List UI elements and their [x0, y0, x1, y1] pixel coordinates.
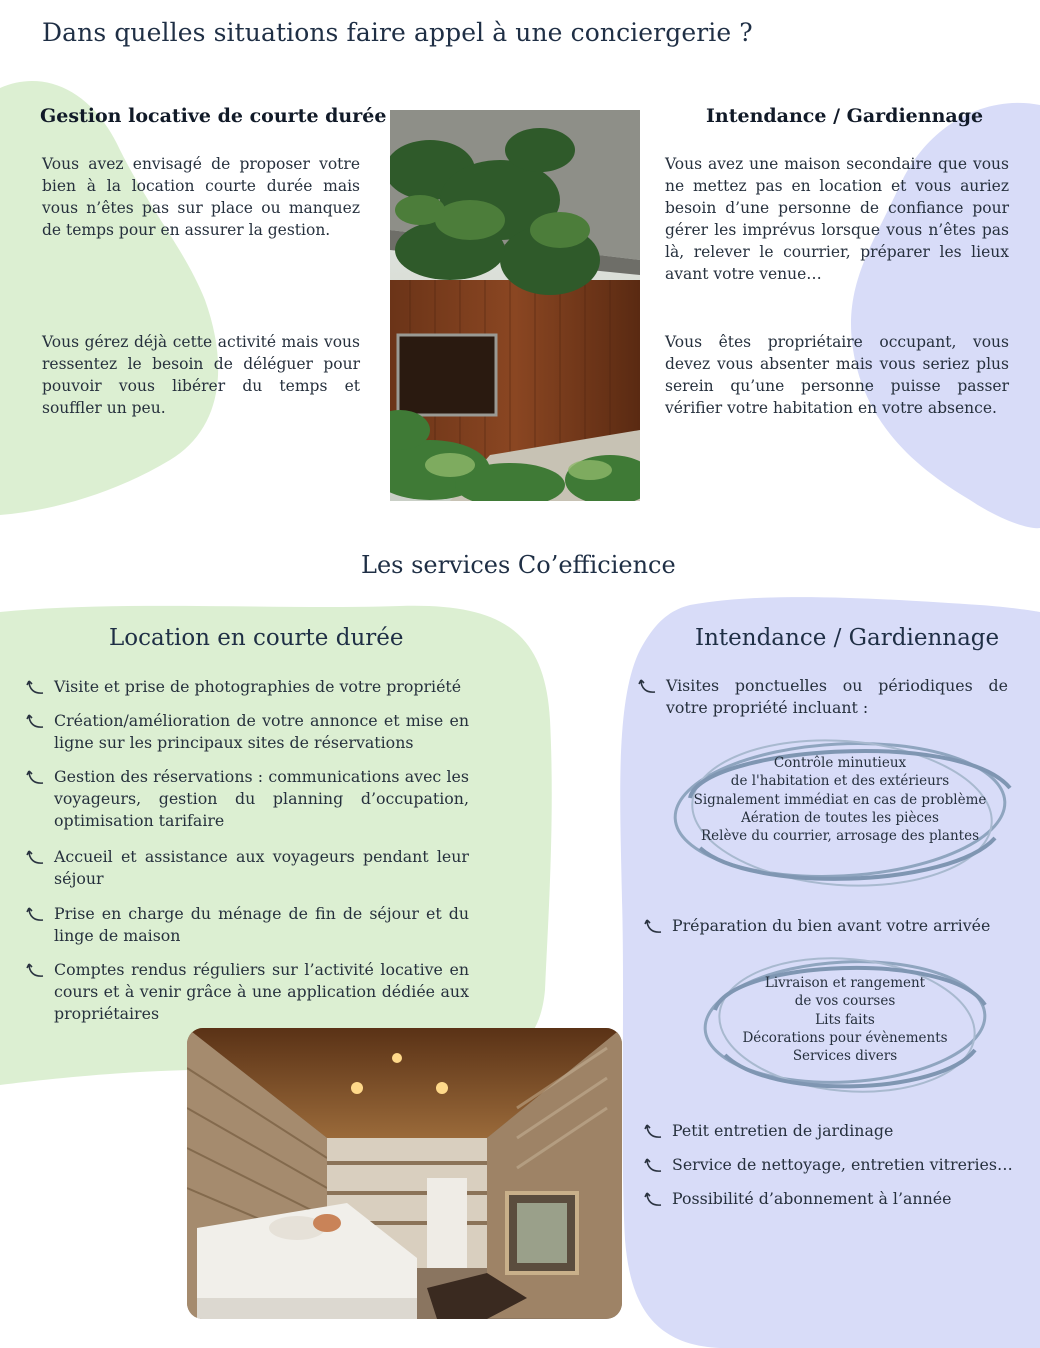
curved-arrow-icon [644, 916, 664, 936]
short-term-item: Accueil et assistance aux voyageurs pendant leur séjour [26, 846, 469, 890]
preparation-detail: Livraison et rangement [764, 975, 926, 991]
visit-detail: Relève du courrier, arrosage des plantes [700, 828, 980, 845]
caretaking-preparation-list [644, 915, 1014, 937]
visit-detail: Aération de toutes les pièces [741, 809, 939, 826]
situation-left-paragraph-2: Vous gérez déjà cette activité mais vous ressentez le besoin de déléguer pour pouvoir vous libérer du temps et souffler un peu. [42, 333, 360, 417]
page-title: Dans quelles situations faire appel à une conciergerie ? [42, 18, 753, 47]
visit-detail: Contrôle minutieux [773, 755, 907, 771]
situation-left-title: Gestion locative de courte durée [40, 105, 387, 127]
short-term-item: Création/amélioration de votre annonce et mise en ligne sur les principaux sites de réservations [26, 710, 469, 754]
caretaking-item: Possibilité d’abonnement à l’année [644, 1188, 1024, 1210]
curved-arrow-icon [26, 904, 46, 924]
curved-arrow-icon [26, 711, 46, 731]
short-term-title: Location en courte durée [109, 625, 404, 651]
situation-right-paragraph-1: Vous avez une maison secondaire que vous ne mettez pas en location et vous auriez besoin d’une personne de confiance pour gérer les imprévus lorsque vous n’êtes pas là, relever le courrier, préparer les lieux avant votre venue… [665, 155, 1009, 283]
caretaking-extra-list [644, 1120, 1024, 1210]
short-term-item: Prise en charge du ménage de fin de séjour et du linge de maison [26, 903, 469, 947]
curved-arrow-icon [26, 767, 46, 787]
curved-arrow-icon [638, 676, 658, 696]
situation-left-paragraph-1: Vous avez envisagé de proposer votre bien à la location courte durée mais vous n’êtes pas sur place ou manquez de temps pour en assurer la gestion. [42, 155, 360, 239]
short-term-list [26, 676, 469, 1025]
preparation-detail: Décorations pour évènements [742, 1029, 948, 1046]
preparation-detail: Lits faits [815, 1011, 875, 1028]
visit-detail: Signalement immédiat en cas de problème [693, 791, 987, 808]
visit-detail: de l'habitation et des extérieurs [730, 773, 950, 790]
curved-arrow-icon [26, 847, 46, 867]
caretaking-item: Service de nettoyage, entretien vitreries… [644, 1154, 1024, 1176]
situation-right-paragraph-2: Vous êtes propriétaire occupant, vous devez vous absenter mais vous seriez plus serein qu’une personne puisse passer vérifier votre habitation en votre absence. [665, 333, 1009, 417]
visit-details [690, 754, 990, 845]
curved-arrow-icon [26, 677, 46, 697]
situation-right-title: Intendance / Gardiennage [706, 105, 984, 127]
caretaking-item: Préparation du bien avant votre arrivée [644, 915, 1014, 937]
services-title: Les services Co’efficience [361, 551, 676, 579]
preparation-detail: Services divers [792, 1048, 898, 1065]
curved-arrow-icon [26, 960, 46, 980]
curved-arrow-icon [644, 1121, 664, 1141]
caretaking-visits-list [638, 675, 1008, 719]
house-plants-photo [390, 110, 640, 501]
caretaking-item: Petit entretien de jardinage [644, 1120, 1024, 1142]
rustic-bedroom-photo [187, 1028, 622, 1319]
short-term-item: Comptes rendus réguliers sur l’activité locative en cours et à venir grâce à une application dédiée aux propriétaires [26, 959, 469, 1025]
caretaking-title: Intendance / Gardiennage [695, 625, 1000, 651]
caretaking-item: Visites ponctuelles ou périodiques de votre propriété incluant : [638, 675, 1008, 719]
preparation-details [705, 974, 985, 1065]
curved-arrow-icon [644, 1155, 664, 1175]
curved-arrow-icon [644, 1189, 664, 1209]
short-term-item: Gestion des réservations : communications avec les voyageurs, gestion du planning d’occupation, optimisation tarifaire [26, 766, 469, 832]
preparation-detail: de vos courses [794, 993, 896, 1010]
short-term-item: Visite et prise de photographies de votre propriété [26, 676, 469, 698]
